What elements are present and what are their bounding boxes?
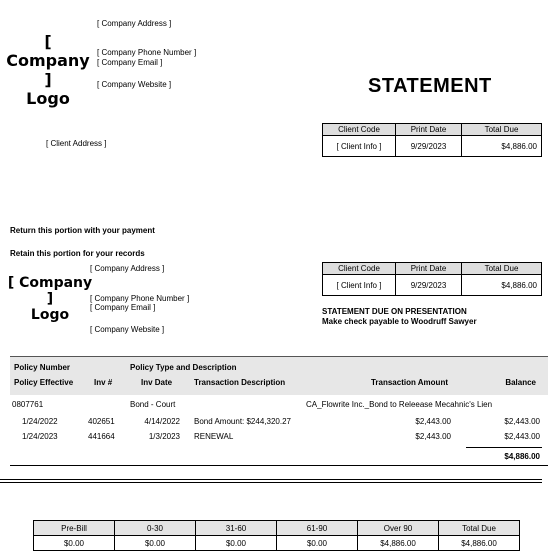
row-desc: RENEWAL <box>194 432 234 441</box>
policy-description: CA_Flowrite Inc._Bond to Releease Mecahnic's Lien <box>306 400 493 409</box>
company-email: [ Company Email ] <box>97 58 163 67</box>
company-contact <box>97 48 196 68</box>
aging-header-31-60: 31-60 <box>196 521 277 536</box>
aging-header-over-90: Over 90 <box>358 521 439 536</box>
col-balance: Balance <box>505 378 536 387</box>
header-total-due: Total Due <box>462 124 542 136</box>
aging-value-61-90: $0.00 <box>277 536 358 551</box>
retain-portion-text: Retain this portion for your records <box>10 249 145 258</box>
header-print-date: Print Date <box>396 124 462 136</box>
aging-header-0-30: 0-30 <box>115 521 196 536</box>
subtotal-rule <box>466 447 542 448</box>
policy-type: Bond - Court <box>130 400 176 409</box>
client-code-value: [ Client Info ] <box>323 275 396 296</box>
row-amount: $2,443.00 <box>415 417 451 426</box>
return-portion-text: Return this portion with your payment <box>10 226 155 235</box>
company-logo <box>2 32 94 108</box>
aging-header-prebill: Pre-Bill <box>34 521 115 536</box>
logo-line-2: Logo <box>30 307 70 323</box>
row-date: 4/14/2022 <box>144 417 180 426</box>
company-address: [ Company Address ] <box>97 19 172 28</box>
col-transaction-description: Transaction Description <box>194 378 286 387</box>
header-print-date: Print Date <box>396 263 462 275</box>
row-inv: 441664 <box>88 432 115 441</box>
row-date: 1/3/2023 <box>148 432 180 441</box>
company-phone: [ Company Phone Number ] <box>90 294 190 303</box>
section-divider <box>10 465 548 466</box>
header-client-code: Client Code <box>323 263 396 275</box>
aging-value-over-90: $4,886.00 <box>358 536 439 551</box>
company-website: [ Company Website ] <box>97 80 172 89</box>
row-inv: 402651 <box>88 417 115 426</box>
aging-value-total-due: $4,886.00 <box>439 536 520 551</box>
company-phone: [ Company Phone Number ] <box>97 48 197 57</box>
company-logo-remit <box>4 275 96 323</box>
header-total-due: Total Due <box>462 263 542 275</box>
aging-table <box>33 520 520 551</box>
row-balance: $2,443.00 <box>504 417 540 426</box>
logo-line-1: [ Company ] <box>7 275 93 307</box>
logo-line-2: Logo <box>26 89 70 108</box>
row-desc: Bond Amount: $244,320.27 <box>194 417 291 426</box>
company-contact-remit <box>90 294 189 312</box>
remit-info-table <box>322 262 542 296</box>
row-effective: 1/24/2022 <box>22 417 58 426</box>
aging-value-prebill: $0.00 <box>34 536 115 551</box>
header-client-code: Client Code <box>323 124 396 136</box>
aging-header-total-due: Total Due <box>439 521 520 536</box>
total-due-value: $4,886.00 <box>462 136 542 157</box>
client-code-value: [ Client Info ] <box>323 136 396 157</box>
aging-value-31-60: $0.00 <box>196 536 277 551</box>
footer-double-rule <box>0 479 542 483</box>
print-date-value: 9/29/2023 <box>396 136 462 157</box>
col-policy-number: Policy Number <box>14 363 71 372</box>
col-inv-number: Inv # <box>94 378 113 387</box>
col-inv-date: Inv Date <box>141 378 173 387</box>
client-address: [ Client Address ] <box>46 139 107 148</box>
statement-due-text: STATEMENT DUE ON PRESENTATION <box>322 307 467 316</box>
row-effective: 1/24/2023 <box>22 432 58 441</box>
aging-value-0-30: $0.00 <box>115 536 196 551</box>
page-title: STATEMENT <box>368 75 492 97</box>
policy-header-band <box>10 356 548 395</box>
logo-line-1: [ Company ] <box>6 32 90 89</box>
policy-number: 0807761 <box>12 400 44 409</box>
policy-total: $4,886.00 <box>504 452 540 461</box>
row-amount: $2,443.00 <box>415 432 451 441</box>
company-email: [ Company Email ] <box>90 303 156 312</box>
col-transaction-amount: Transaction Amount <box>370 378 448 387</box>
row-balance: $2,443.00 <box>504 432 540 441</box>
col-policy-type: Policy Type and Description <box>130 363 237 372</box>
print-date-value: 9/29/2023 <box>396 275 462 296</box>
aging-header-61-90: 61-90 <box>277 521 358 536</box>
statement-info-table <box>322 123 542 157</box>
company-address-remit: [ Company Address ] <box>90 264 165 273</box>
payable-to-text: Make check payable to Woodruff Sawyer <box>322 317 477 326</box>
col-policy-effective: Policy Effective <box>14 378 74 387</box>
total-due-value: $4,886.00 <box>462 275 542 296</box>
payment-instructions <box>322 307 477 327</box>
company-website-remit: [ Company Website ] <box>90 325 165 334</box>
